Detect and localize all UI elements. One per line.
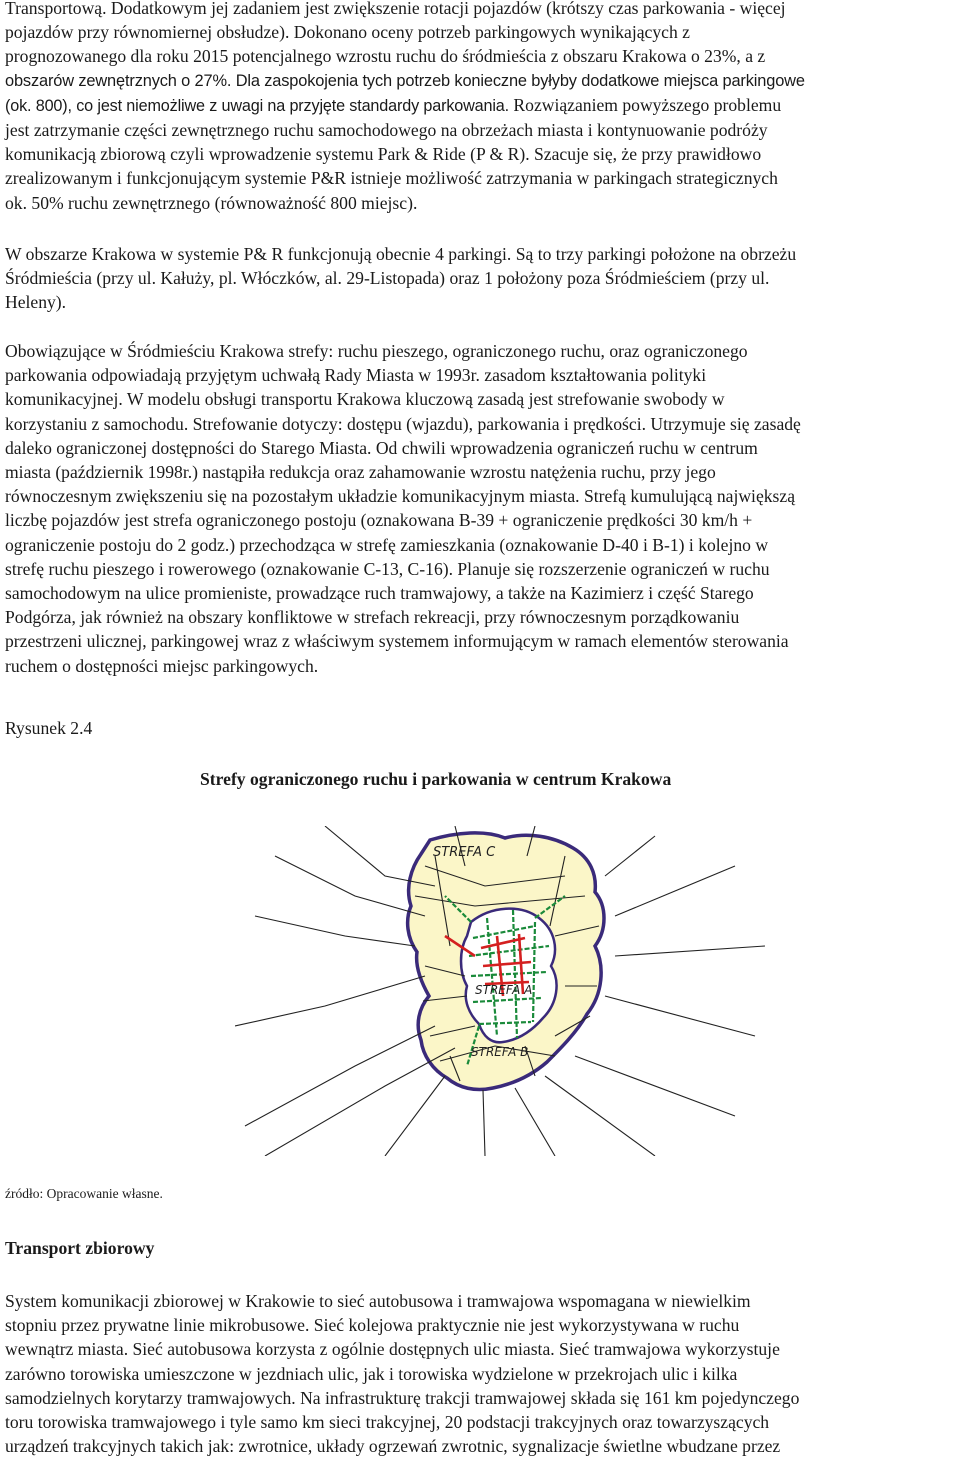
text-line: samochodowym na ulice promieniste, prowadzące ruch tramwajowy, a także na Kazimierz i część Starego (5, 583, 754, 604)
text-run: Rozwiązaniem powyższego problemu (509, 94, 782, 115)
text-line: obszarów zewnętrznych o 27%. Dla zaspokojenia tych potrzeb konieczne byłyby dodatkowe miejsca parkingowe (5, 71, 805, 90)
text-line: zrealizowanym i funkcjonującym systemie P&R istnieje możliwość zatrzymania w parkingach strategicznych (5, 168, 778, 189)
text-line: prognozowanego dla roku 2015 potencjalnego wzrostu ruchu do śródmieścia z obszaru Krakowa o 23%, a z (5, 46, 766, 67)
text-run: (ok. 800), co jest niemożliwe z uwagi na przyjęte standardy parkowania. (5, 96, 510, 115)
text-line: Heleny). (5, 292, 67, 313)
text-line: parkowania odpowiadają przyjętym uchwałą Rady Miasta w 1993r. zasadom kształtowania polityki (5, 365, 707, 386)
text-line: ograniczenie postoju do 2 godz.) przechodząca w strefę zamieszkania (oznakowanie D-40 i B-1) i kolejno w (5, 534, 769, 555)
text-line: System komunikacji zbiorowej w Krakowie to sieć autobusowa i tramwajowa wspomagana w niewielkim (5, 1291, 751, 1311)
text-line: stopniu przez prywatne linie mikrobusowe. Sieć kolejowa praktycznie nie jest wykorzystywana w ruchu (5, 1315, 740, 1336)
text-line: wewnątrz miasta. Sieć autobusowa korzysta z ogólnie dostępnych ulic miasta. Sieć tramwajowa wykorzystuje (5, 1339, 780, 1360)
text-line: liczbę pojazdów jest strefa ograniczonego postoju (oznakowana B-39 + ograniczenie prędkości 30 km/h + (5, 510, 753, 531)
zone-a-label: STREFA A (475, 983, 533, 997)
zone-c-label: STREFA C (433, 845, 496, 860)
text-line: samodzielnych korytarzy tramwajowych. Na infrastrukturę trakcji tramwajowej składa się 161 km pojedynczego (5, 1387, 800, 1408)
text-line: zarówno torowiska umieszczone w jezdniach ulic, jak i torowiska wydzielone w przekrojach ulic i kilka (5, 1363, 738, 1384)
text-line: ok. 50% ruchu zewnętrznego (równoważność 800 miejsc). (5, 192, 418, 213)
text-line: korzystaniu z samochodu. Strefowanie dotyczy: dostępu (wjazdu), parkowania i prędkości. Utrzymuje się zasadę (5, 413, 801, 434)
text-line (5, 93, 805, 118)
text-line: urządzeń trakcyjnych takich jak: zwrotnice, układy ogrzewań zwrotnic, sygnalizacje świetlne wbudzane przez (5, 1436, 781, 1457)
text-line: równoczesnym zwiększeniu się na pozostałym układzie komunikacyjnym miasta. Strefą kumulującą największą (5, 486, 796, 507)
text-line: toru torowiska tramwajowego i tyle samo km sieci trakcyjnej, 20 podstacji trakcyjnych oraz towarzyszących (5, 1412, 770, 1433)
section-heading: Transport zbiorowy (5, 1238, 155, 1258)
paragraph-traffic-zones (5, 339, 801, 678)
figure-title: Strefy ograniczonego ruchu i parkowania w centrum Krakowa (200, 769, 672, 789)
paragraph-park-and-ride-needs (5, 0, 805, 215)
krakow-zone-map (235, 826, 765, 1156)
text-line: komunikacją zbiorową czyli wprowadzenie systemu Park & Ride (P & R). Szacuje się, że przy prawidłowo (5, 144, 762, 165)
text-line: jest zatrzymanie części zewnętrznego ruchu samochodowego na obrzeżach miasta i kontynuowanie podróży (5, 120, 768, 141)
text-line: Podgórza, jak również na obszary konfliktowe w strefach rekreacji, przy równoczesnym porządkowaniu (5, 607, 740, 628)
paragraph-public-transport (5, 1289, 799, 1458)
text-line: przestrzeni ulicznej, parkingowej wraz z właściwym systemem informującym w ramach elementów sterowania (5, 631, 789, 652)
text-line: Transportową. Dodatkowym jej zadaniem jest zwiększenie rotacji pojazdów (krótszy czas parkowania - więcej (5, 0, 786, 18)
text-line: komunikacyjnej. W modelu obsługi transportu Krakowa kluczową zasadą jest strefowanie swobody w (5, 389, 725, 410)
text-line: strefę ruchu pieszego i rowerowego (oznakowanie C-13, C-16). Planuje się rozszerzenie ograniczeń w ruchu (5, 558, 770, 579)
figure-source-note: źródło: Opracowanie własne. (5, 1186, 163, 1201)
zone-b-label: STREFA B (471, 1045, 529, 1059)
paragraph-park-and-ride-parkings (5, 242, 796, 315)
text-line: pojazdów przy równomiernej obsłudze). Dokonano oceny potrzeb parkingowych wynikających z (5, 22, 690, 43)
text-line: daleko ograniczonej dostępności do Starego Miasta. Od chwili wprowadzenia ograniczeń ruchu w centrum (5, 437, 758, 458)
text-line: Obowiązujące w Śródmieściu Krakowa strefy: ruchu pieszego, ograniczonego ruchu, oraz ograniczonego (5, 341, 748, 361)
text-line: Śródmieścia (przy ul. Kałuży, pl. Włóczków, al. 29-Listopada) oraz 1 położony poza Śródmieściem (przy ul. (5, 268, 770, 289)
text-line: ruchem o dostępności miejsc parkingowych. (5, 655, 319, 676)
text-line: W obszarze Krakowa w systemie P& R funkcjonują obecnie 4 parkingi. Są to trzy parkingi położone na obrzeżu (5, 244, 797, 264)
zone-map-figure (235, 826, 765, 1156)
figure-label: Rysunek 2.4 (5, 718, 93, 738)
text-line: miasta (październik 1998r.) nastąpiła redukcja oraz zahamowanie wzrostu natężenia ruchu, przy jego (5, 462, 716, 483)
